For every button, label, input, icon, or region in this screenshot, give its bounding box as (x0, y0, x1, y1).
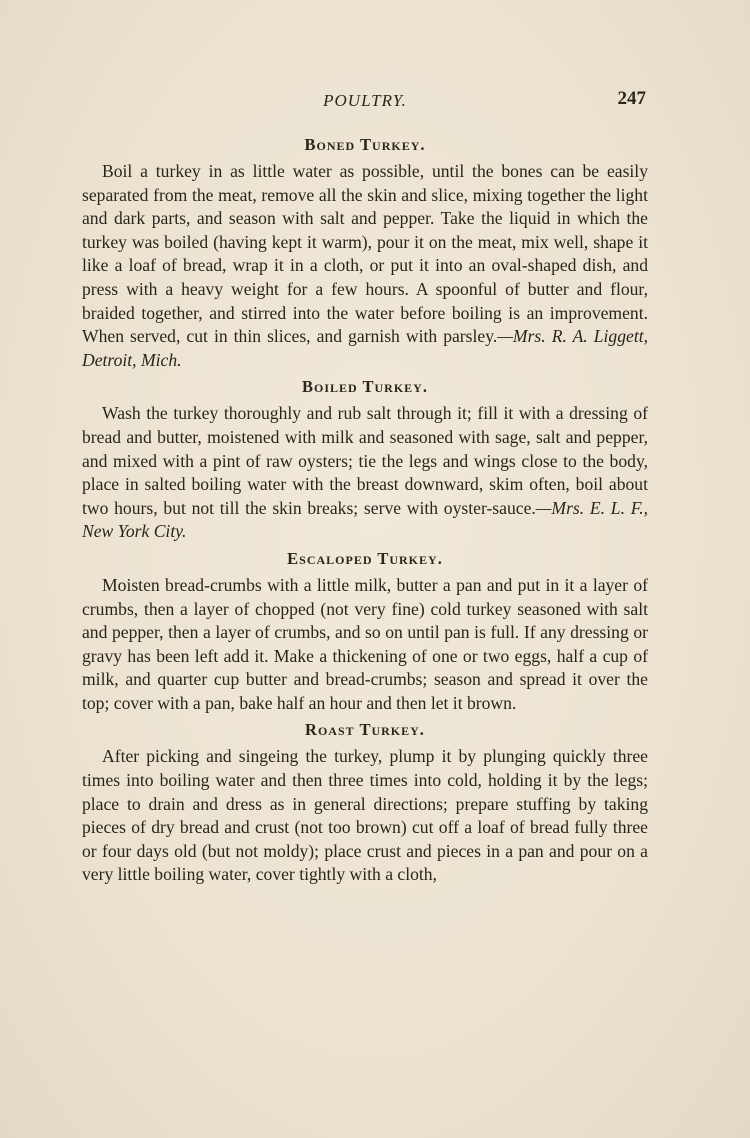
recipe-body-escaloped-turkey (82, 574, 648, 716)
recipe-body-boiled-turkey (82, 402, 648, 544)
recipe-body-boned-turkey (82, 160, 648, 372)
running-head (82, 88, 648, 116)
running-title: POULTRY. (323, 91, 407, 110)
recipe-attribution: —Mrs. R. A. Liggett, Detroit, Mich. (82, 326, 649, 370)
recipe-heading-boned-turkey: Boned Turkey. (304, 135, 426, 154)
page-number: 247 (617, 88, 646, 109)
recipe-attribution: —Mrs. E. L. F., New York City. (82, 497, 648, 542)
page-content (82, 132, 648, 889)
recipe-heading-roast-turkey: Roast Turkey. (305, 720, 425, 740)
recipe-heading-escaloped-turkey: Escaloped Turkey. (287, 548, 443, 568)
recipe-text: Wash the turkey thoroughly and rub salt through it; fill it with a dressing of bread and butter, moistened with milk and seasoned with sage, salt and pepper, and mixed with a pint of raw oysters; tie the legs and wings close to the body, place in salted boiling water with the breast downward, skim often, boil about two hours, but not till the skin breaks; serve with oyster-sauce. (82, 403, 648, 518)
recipe-body-roast-turkey (82, 745, 648, 887)
recipe-heading-boiled-turkey: Boiled Turkey. (302, 377, 428, 397)
recipe-text: Boil a turkey in as little water as possible, until the bones can be easily separated from the meat, remove all the skin and slice, mixing together the light and dark parts, and season with salt and pepper. Take the liquid in which the turkey was boiled (having kept it warm), pour it on the meat, mix well, shape it like a loaf of bread, wrap it in a cloth, or put it into an oval-shaped dish, and press with a heavy weight for a few hours. A spoonful of butter and flour, braided together, and stirred into the water before boiling is an improvement. When served, cut in thin slices, and garnish with parsley. (82, 161, 648, 347)
recipe-text: Moisten bread-crumbs with a little milk, butter a pan and put in it a layer of crumbs, then a layer of chopped (not very fine) cold turkey seasoned with salt and pepper, then a layer of crumbs, and so on until pan is full. If any dressing or gravy has been left add it. Make a thickening of one or two eggs, half a cup of milk, and quarter cup butter and bread-crumbs; season and spread it over the top; cover with a pan, bake half an hour and then let it brown. (82, 574, 648, 713)
recipe-text: After picking and singeing the turkey, plump it by plunging quickly three times into boiling water and then three times into cold, holding it by the legs; place to drain and dress as in general directions; prepare stuffing by taking pieces of dry bread and crust (not too brown) cut off a loaf of bread fully three or four days old (but not moldy); place crust and pieces in a pan and pour on a very little boiling water, cover tightly with a cloth, (82, 746, 648, 885)
